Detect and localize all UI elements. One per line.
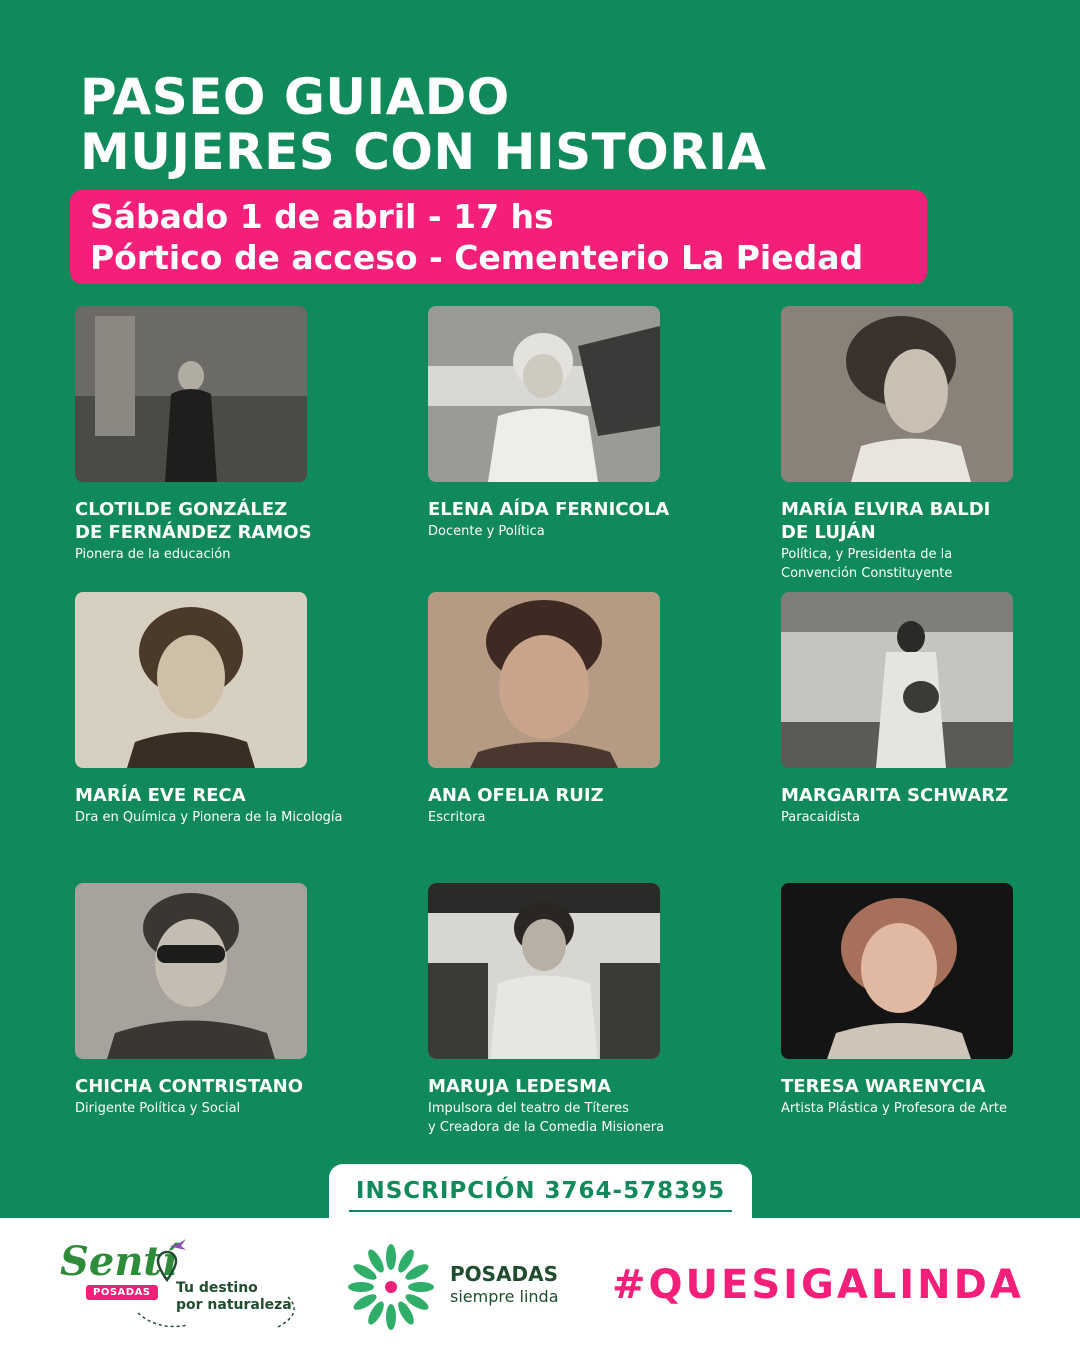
portrait-photo xyxy=(75,883,307,1059)
posadas-name: POSADAS xyxy=(450,1262,559,1286)
senti-badge: POSADAS xyxy=(86,1285,158,1300)
woman-role: Dirigente Política y Social xyxy=(75,1101,241,1116)
title-line-2: MUJERES CON HISTORIA xyxy=(80,123,767,181)
footer xyxy=(0,1218,1080,1350)
title-line-1: PASEO GUIADO xyxy=(80,68,510,126)
registration-label: INSCRIPCIÓN 3764-578395 xyxy=(355,1178,726,1204)
woman-role: Paracaidista xyxy=(781,810,860,825)
woman-card-ana-ofelia xyxy=(428,592,728,827)
woman-role: Política, y Presidenta de la Convención Constituyente xyxy=(781,547,953,581)
woman-card-elena xyxy=(428,306,728,541)
portrait-photo xyxy=(781,883,1013,1059)
woman-role: Artista Plástica y Profesora de Arte xyxy=(781,1101,1007,1116)
woman-name: TERESA WARENYCIA xyxy=(781,1076,986,1097)
senti-slogan: Tu destino por naturaleza xyxy=(176,1280,292,1313)
portrait-photo xyxy=(428,592,660,768)
woman-role: Escritora xyxy=(428,810,486,825)
posadas-siempre-linda-logo xyxy=(346,1240,586,1330)
portrait-photo xyxy=(781,592,1013,768)
woman-role: Impulsora del teatro de Títeres y Creadora de la Comedia Misionera xyxy=(428,1101,665,1135)
woman-card-maruja xyxy=(428,883,728,1137)
woman-name: CHICHA CONTRISTANO xyxy=(75,1076,303,1097)
hashtag: #QUESIGALINDA xyxy=(612,1262,1024,1308)
woman-name: MARÍA EVE RECA xyxy=(75,785,246,806)
woman-name: ELENA AÍDA FERNICOLA xyxy=(428,499,670,520)
poster-title xyxy=(80,70,767,180)
portrait-photo xyxy=(428,883,660,1059)
portrait-photo xyxy=(428,306,660,482)
woman-card-chicha xyxy=(75,883,375,1118)
woman-role: Pionera de la educación xyxy=(75,547,231,562)
event-place: Pórtico de acceso - Cementerio La Piedad xyxy=(90,238,864,277)
woman-card-teresa xyxy=(781,883,1080,1118)
woman-role: Dra en Química y Pionera de la Micología xyxy=(75,810,343,825)
woman-name: MARÍA ELVIRA BALDI DE LUJÁN xyxy=(781,499,991,543)
dotted-path-decoration xyxy=(128,1293,303,1333)
woman-card-margarita xyxy=(781,592,1080,827)
registration-underline xyxy=(349,1210,732,1212)
flower-star-icon xyxy=(346,1242,436,1332)
woman-name: CLOTILDE GONZÁLEZ DE FERNÁNDEZ RAMOS xyxy=(75,499,312,543)
event-info-box xyxy=(70,190,927,284)
senti-word: Sentí xyxy=(60,1238,178,1285)
woman-role: Docente y Política xyxy=(428,524,545,539)
woman-card-maria-elvira xyxy=(781,306,1080,583)
portrait-photo xyxy=(75,306,307,482)
woman-card-clotilde xyxy=(75,306,375,564)
woman-name: MARUJA LEDESMA xyxy=(428,1076,612,1097)
hummingbird-icon xyxy=(168,1238,188,1252)
woman-name: MARGARITA SCHWARZ xyxy=(781,785,1009,806)
posadas-subtitle: siempre linda xyxy=(450,1287,559,1306)
senti-posadas-logo xyxy=(58,1238,308,1333)
woman-card-maria-eve xyxy=(75,592,375,827)
portrait-photo xyxy=(75,592,307,768)
portrait-photo xyxy=(781,306,1013,482)
event-date-time: Sábado 1 de abril - 17 hs xyxy=(90,197,554,236)
location-pin-icon xyxy=(156,1250,178,1284)
woman-name: ANA OFELIA RUIZ xyxy=(428,785,604,806)
